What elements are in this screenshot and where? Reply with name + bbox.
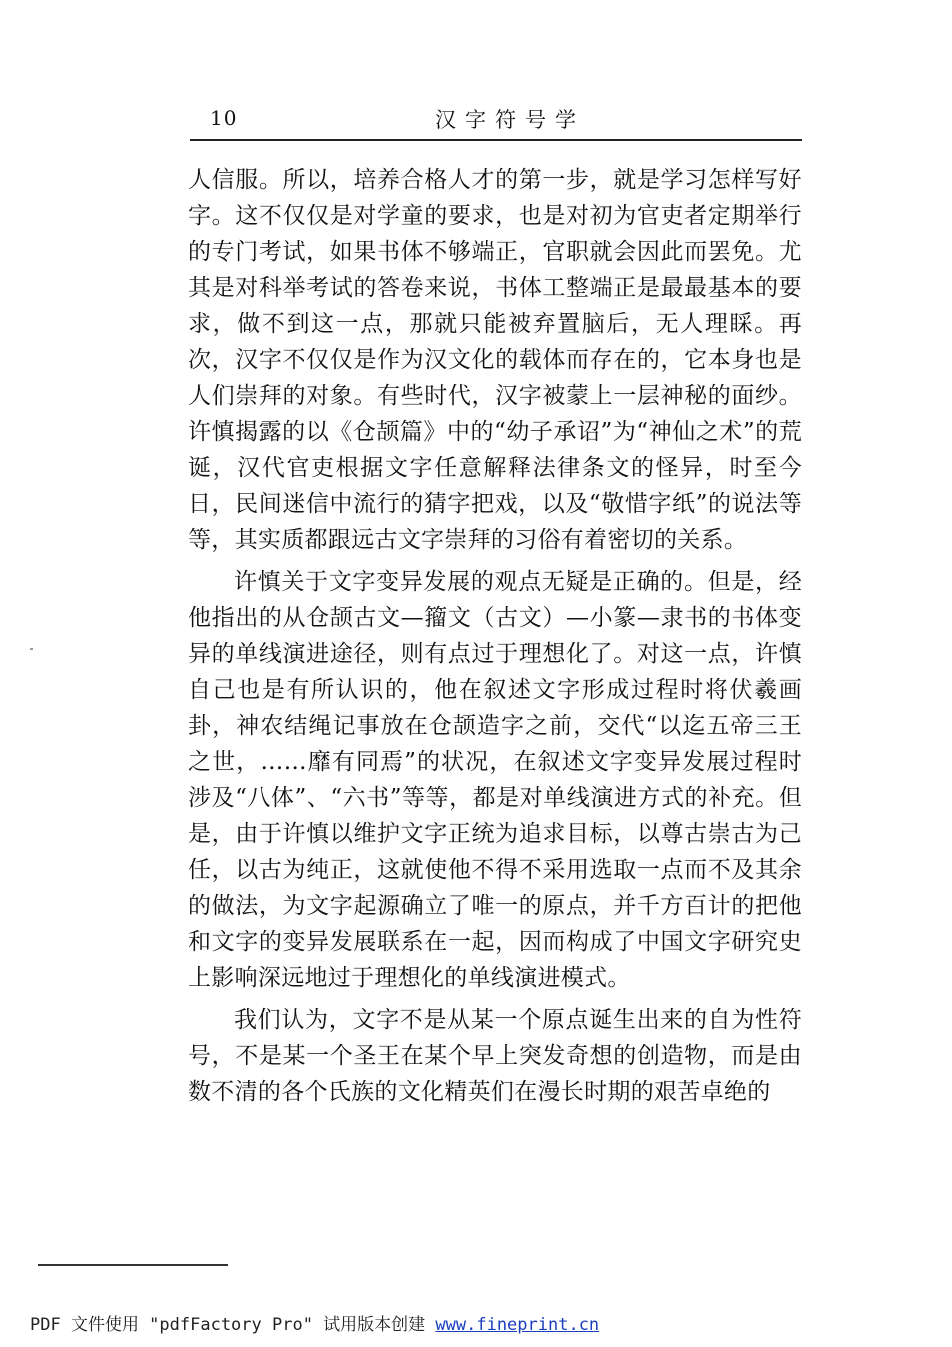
page-header xyxy=(190,100,800,136)
footer-text: PDF 文件使用 "pdfFactory Pro" 试用版本创建 xyxy=(30,1315,436,1335)
page-number: 10 xyxy=(210,106,238,130)
footer-link[interactable]: www.fineprint.cn xyxy=(435,1315,600,1335)
footer-rule xyxy=(38,1264,228,1266)
pdf-footer xyxy=(30,1310,599,1335)
paragraph-2: 许慎关于文字变异发展的观点无疑是正确的。但是，经他指出的从仓颉古文—籀文（古文）—小篆—隶书的书体变异的单线演进途径，则有点过于理想化了。对这一点，许慎自己也是有所认识的，他在叙述文字形成过程时将伏羲画卦，神农结绳记事放在仓颉造字之前，交代“以迄五帝三王之世，……靡有同焉”的状况，在叙述文字变异发展过程时涉及“八体”、“六书”等等，都是对单线演进方式的补充。但是，由于许慎以维护文字正统为追求目标，以尊古崇古为己任，以古为纯正，这就使他不得不采用选取一点而不及其余的做法，为文字起源确立了唯一的原点，并千方百计的把他和文字的变异发展联系在一起，因而构成了中国文字研究史上影响深远地过于理想化的单线演进模式。 xyxy=(188,569,802,991)
running-title: 汉字符号学 xyxy=(435,108,585,132)
paragraph-1: 人信服。所以，培养合格人才的第一步，就是学习怎样写好字。这不仅仅是对学童的要求，也是对初为官吏者定期举行的专门考试，如果书体不够端正，官职就会因此而罢免。尤其是对科举考试的答卷来说，书体工整端正是最最基本的要求，做不到这一点，那就只能被弃置脑后，无人理睬。再次，汉字不仅仅是作为汉文化的载体而存在的，它本身也是人们崇拜的对象。有些时代，汉字被蒙上一层神秘的面纱。许慎揭露的以《仓颉篇》中的“幼子承诏”为“神仙之术”的荒诞，汉代官吏根据文字任意解释法律条文的怪异，时至今日，民间迷信中流行的猜字把戏，以及“敬惜字纸”的说法等等，其实质都跟远古文字崇拜的习俗有着密切的关系。 xyxy=(188,167,802,553)
scan-mark xyxy=(30,648,33,650)
body-text xyxy=(188,162,802,1110)
paragraph-3: 我们认为，文字不是从某一个原点诞生出来的自为性符号，不是某一个圣王在某个早上突发奇想的创造物，而是由数不清的各个氏族的文化精英们在漫长时期的艰苦卓绝的 xyxy=(188,1007,802,1105)
header-rule xyxy=(190,139,802,141)
